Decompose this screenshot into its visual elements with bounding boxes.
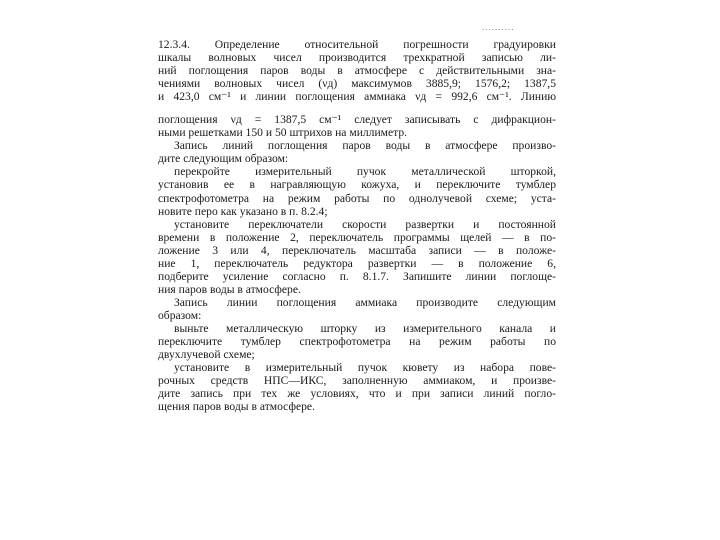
text-line: подберите усиление согласно п. 8.1.7. Запишите линии поглоще- bbox=[158, 269, 556, 283]
text-line: ний поглощения паров воды в атмосфере с действительными зна- bbox=[158, 64, 556, 78]
text-line: дите запись при тех же условиях, что и при записи линий погло- bbox=[158, 387, 556, 401]
paragraph-ammonia-intro bbox=[158, 296, 556, 322]
paragraph-step-cover-beam bbox=[158, 165, 556, 217]
text-line: новите перо как указано в п. 8.2.4; bbox=[158, 204, 328, 218]
text-line: чениями волновых чисел (νд) максимумов 3885,9; 1576,2; 1387,5 bbox=[158, 77, 556, 91]
text-line: ние 1, переключатель редуктора развертки — в положение 6, bbox=[158, 256, 556, 270]
text-line: 12.3.4. Определение относительной погрешности градуировки bbox=[158, 38, 556, 51]
text-line: двухлучевой схеме; bbox=[158, 348, 255, 362]
text-line: ния паров воды в атмосфере. bbox=[158, 282, 301, 296]
text-line: и 423,0 см⁻¹ и линии поглощения аммиака νд = 992,6 см⁻¹. Линию bbox=[158, 90, 556, 104]
text-line: установите переключатели скорости развертки и постоянной bbox=[174, 217, 556, 231]
text-line: перекройте измерительный пучок металлической шторкой, bbox=[174, 165, 556, 179]
text-line: установите в измерительный пучок кювету из набора пове- bbox=[174, 361, 556, 375]
text-line: переключите тумблер спектрофотометра на режим работы по bbox=[158, 335, 556, 349]
paragraph-water-vapor-intro bbox=[158, 139, 556, 165]
text-line: рочных средств НПС—ИКС, заполненную аммиаком, и произве- bbox=[158, 374, 556, 388]
text-line: шкалы волновых чисел производится трехкратной записью ли- bbox=[158, 51, 556, 65]
text-line: ложение 3 или 4, переключатель масштаба записи — в положе- bbox=[158, 243, 556, 257]
section-gap bbox=[158, 103, 556, 113]
text-line: Запись линии поглощения аммиака производите следующим bbox=[174, 295, 556, 309]
paragraph-step-remove-shutter bbox=[158, 322, 556, 361]
document-text bbox=[158, 38, 556, 413]
text-line: выньте металлическую шторку из измерительного канала и bbox=[174, 321, 556, 335]
paragraph-section-12-3-4 bbox=[158, 38, 556, 103]
text-line: Запись линий поглощения паров воды в атмосфере произво- bbox=[174, 139, 556, 153]
text-line: поглощения νд = 1387,5 см⁻¹ следует записывать с дифракцион- bbox=[158, 113, 556, 127]
text-line: ными решетками 150 и 50 штрихов на миллиметр. bbox=[158, 126, 408, 140]
text-line: образом: bbox=[158, 308, 202, 322]
paragraph-step-set-switches bbox=[158, 218, 556, 296]
text-line: дите следующим образом: bbox=[158, 152, 289, 166]
top-mark: .......... bbox=[482, 22, 515, 32]
text-line: щения паров воды в атмосфере. bbox=[158, 400, 315, 414]
text-line: установив ее в награвляющую кожуха, и переключите тумблер bbox=[158, 178, 556, 192]
text-line: спектрофотометра на режим работы по однолучевой схеме; уста- bbox=[158, 191, 556, 205]
paragraph-step-install-cuvette bbox=[158, 361, 556, 413]
paragraph-diffraction-note bbox=[158, 113, 556, 139]
text-line: времени в положение 2, переключатель программы щелей — в по- bbox=[158, 230, 556, 244]
